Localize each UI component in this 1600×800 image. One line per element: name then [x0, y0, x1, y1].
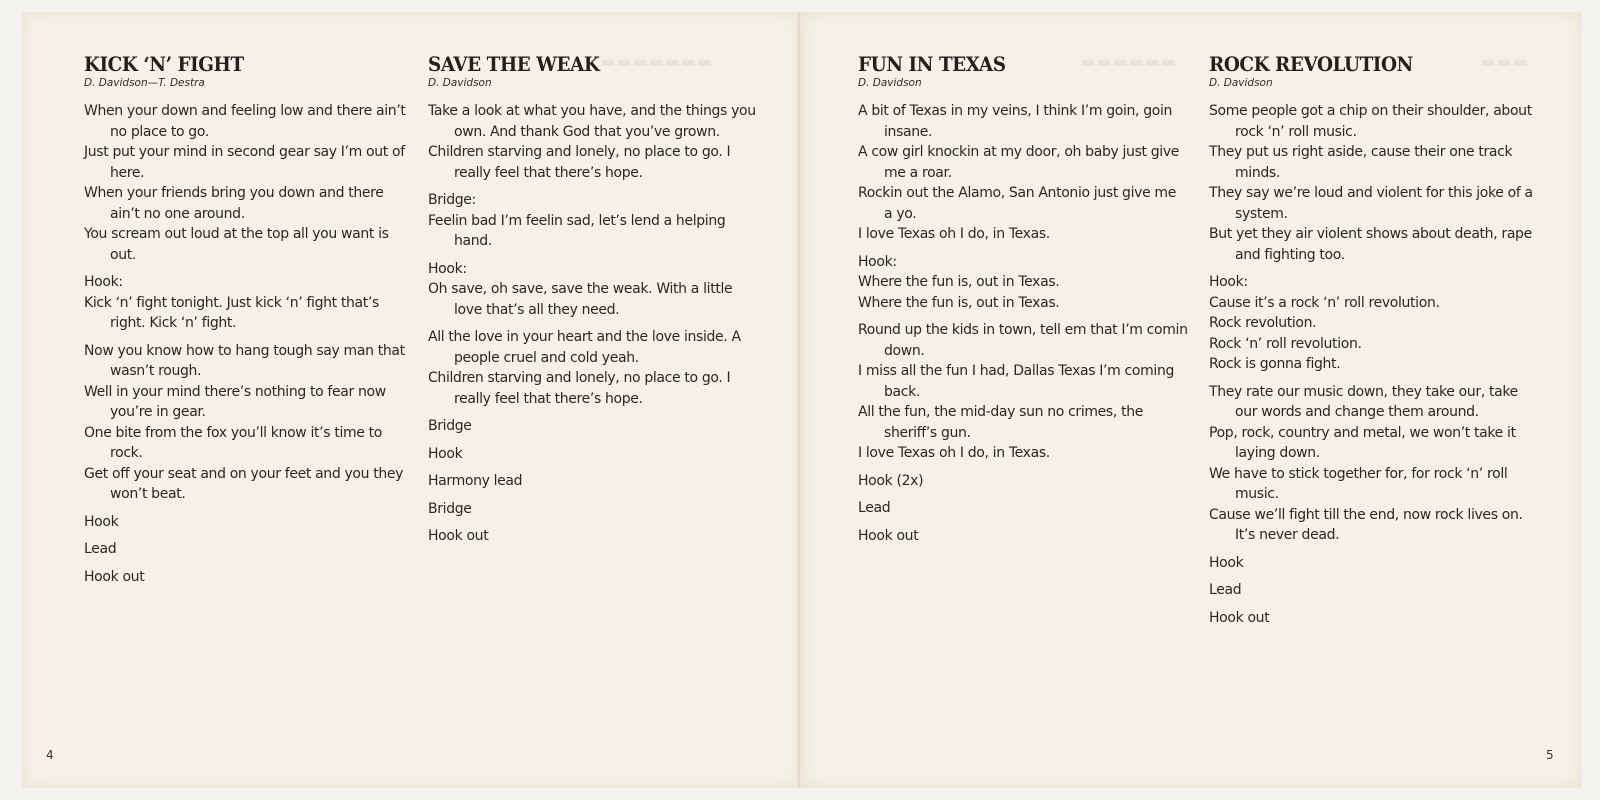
lyric-line: I miss all the fun I had, Dallas Texas I’m coming back.	[858, 363, 1174, 400]
lyric-block	[84, 539, 414, 560]
song-credit: D. Davidson	[428, 77, 492, 89]
lyric-block	[858, 320, 1188, 464]
lyric-line: Well in your mind there’s nothing to fear now you’re in gear.	[84, 383, 386, 420]
lyric-line: When your friends bring you down and there ain’t no one around.	[84, 185, 384, 222]
lyric-block	[428, 101, 758, 183]
lyric-line: Harmony lead	[428, 473, 523, 489]
lyric-line: All the love in your heart and the love inside. A people cruel and cold yeah.	[428, 329, 741, 366]
lyric-line: Pop, rock, country and metal, we won’t take it laying down.	[1209, 424, 1516, 461]
lyric-line: Rock revolution.	[1209, 315, 1317, 331]
song-fun-in-texas	[858, 52, 1188, 553]
song-lyrics	[1209, 101, 1539, 628]
lyric-line: Hook	[1209, 554, 1244, 571]
lyric-line: Hook:	[1209, 274, 1248, 290]
lyric-line: Cause it’s a rock ‘n’ roll revolution.	[1209, 294, 1440, 311]
lyric-line: Hook	[84, 513, 119, 530]
lyric-line: Hook	[428, 445, 463, 462]
lyric-line: But yet they air violent shows about death, rape and fighting too.	[1209, 226, 1532, 263]
song-rock-revolution	[1209, 52, 1539, 635]
lyric-line: Bridge:	[428, 192, 476, 208]
lyric-line: When your down and feeling low and there ain’t no place to go.	[84, 103, 406, 140]
lyric-block	[858, 498, 1188, 519]
lyric-block	[428, 471, 758, 492]
lyric-line: Rock is gonna fight.	[1209, 356, 1341, 372]
lyric-line: Hook out	[858, 527, 919, 544]
lyric-line: Hook:	[428, 260, 467, 277]
song-credit: D. Davidson	[1209, 77, 1273, 89]
lyric-line: Where the fun is, out in Texas.	[858, 294, 1060, 311]
lyric-block	[1209, 553, 1539, 574]
lyric-line: Lead	[858, 500, 891, 516]
lyric-line: Children starving and lonely, no place to go. I really feel that there’s hope.	[428, 370, 731, 407]
lyric-line: Hook out	[1209, 609, 1270, 626]
lyric-block	[428, 444, 758, 465]
lyric-line: Hook:	[858, 253, 897, 270]
lyric-line: Hook (2x)	[858, 472, 924, 489]
show-through-decoration: ▬▬▬▬▬▬▬	[600, 52, 713, 72]
lyric-line: Hook out	[84, 568, 145, 585]
lyric-line: Some people got a chip on their shoulder, about rock ‘n’ roll music.	[1209, 103, 1532, 140]
page-number-left: 4	[46, 748, 54, 762]
lyric-block	[428, 526, 758, 547]
lyric-block	[84, 341, 414, 505]
lyric-block	[858, 252, 1188, 314]
lyric-line: Hook:	[84, 274, 123, 290]
lyric-block	[428, 327, 758, 409]
lyric-block	[1209, 580, 1539, 601]
song-credit: D. Davidson—T. Destra	[84, 77, 205, 89]
lyric-block	[1209, 382, 1539, 546]
lyric-block	[1209, 101, 1539, 265]
lyric-block	[858, 471, 1188, 492]
show-through-decoration: ▬▬▬▬▬▬	[1080, 52, 1177, 72]
lyric-line: Bridge	[428, 418, 472, 434]
lyric-block	[84, 101, 414, 265]
lyric-line: All the fun, the mid-day sun no crimes, the sheriff’s gun.	[858, 404, 1143, 441]
lyric-line: Kick ‘n’ fight tonight. Just kick ‘n’ fight that’s right. Kick ‘n’ fight.	[84, 294, 379, 331]
lyric-line: A bit of Texas in my veins, I think I’m goin, goin insane.	[858, 103, 1173, 140]
lyric-block	[428, 259, 758, 321]
lyric-line: Bridge	[428, 500, 472, 517]
lyric-line: A cow girl knockin at my door, oh baby just give me a roar.	[858, 144, 1180, 181]
lyric-line: I love Texas oh I do, in Texas.	[858, 226, 1050, 242]
lyric-line: Just put your mind in second gear say I’m out of here.	[84, 144, 405, 181]
lyric-line: Oh save, oh save, save the weak. With a little love that’s all they need.	[428, 281, 733, 318]
lyric-line: Now you know how to hang tough say man that wasn’t rough.	[84, 342, 405, 379]
song-title: FUN IN TEXAS	[858, 52, 1006, 76]
song-credit: D. Davidson	[858, 77, 922, 89]
lyric-block	[84, 272, 414, 334]
lyric-line: You scream out loud at the top all you want is out.	[84, 226, 389, 263]
lyric-line: They rate our music down, they take our, take our words and change them around.	[1209, 383, 1518, 420]
lyric-block	[84, 567, 414, 588]
lyric-block	[428, 416, 758, 437]
lyric-line: Lead	[1209, 582, 1242, 598]
lyric-block	[1209, 272, 1539, 375]
lyric-line: Feelin bad I’m feelin sad, let’s lend a helping hand.	[428, 212, 726, 249]
song-save-the-weak	[428, 52, 758, 554]
lyric-line: One bite from the fox you’ll know it’s time to rock.	[84, 424, 382, 461]
song-lyrics	[858, 101, 1188, 546]
lyric-block	[428, 499, 758, 520]
lyric-line: I love Texas oh I do, in Texas.	[858, 445, 1050, 461]
song-kick-n-fight	[84, 52, 414, 594]
lyric-line: Cause we’ll fight till the end, now rock lives on. It’s never dead.	[1209, 506, 1523, 543]
show-through-decoration: ▬▬▬	[1480, 52, 1529, 72]
song-title: SAVE THE WEAK	[428, 52, 600, 76]
page-number-right: 5	[1546, 748, 1554, 762]
lyric-block	[858, 101, 1188, 245]
lyric-line: Round up the kids in town, tell em that I’m comin down.	[858, 322, 1188, 359]
lyric-block	[428, 190, 758, 252]
lyric-block	[84, 512, 414, 533]
lyric-line: Rock ‘n’ roll revolution.	[1209, 335, 1362, 352]
lyric-line: Get off your seat and on your feet and you they won’t beat.	[84, 465, 404, 502]
lyric-line: Lead	[84, 541, 117, 557]
song-lyrics	[84, 101, 414, 587]
song-title: ROCK REVOLUTION	[1209, 52, 1413, 76]
song-title: KICK ‘N’ FIGHT	[84, 52, 244, 76]
lyric-line: Children starving and lonely, no place to go. I really feel that there’s hope.	[428, 144, 731, 181]
lyric-line: Where the fun is, out in Texas.	[858, 274, 1060, 290]
lyric-line: We have to stick together for, for rock ‘n’ roll music.	[1209, 465, 1508, 502]
lyric-line: Take a look at what you have, and the things you own. And thank God that you’ve grown.	[428, 103, 756, 140]
lyric-line: They say we’re loud and violent for this joke of a system.	[1209, 185, 1533, 222]
lyric-line: Hook out	[428, 528, 489, 544]
lyric-line: Rockin out the Alamo, San Antonio just give me a yo.	[858, 185, 1176, 222]
lyric-line: They put us right aside, cause their one track minds.	[1209, 144, 1513, 181]
lyric-block	[858, 526, 1188, 547]
song-lyrics	[428, 101, 758, 547]
lyric-block	[1209, 608, 1539, 629]
